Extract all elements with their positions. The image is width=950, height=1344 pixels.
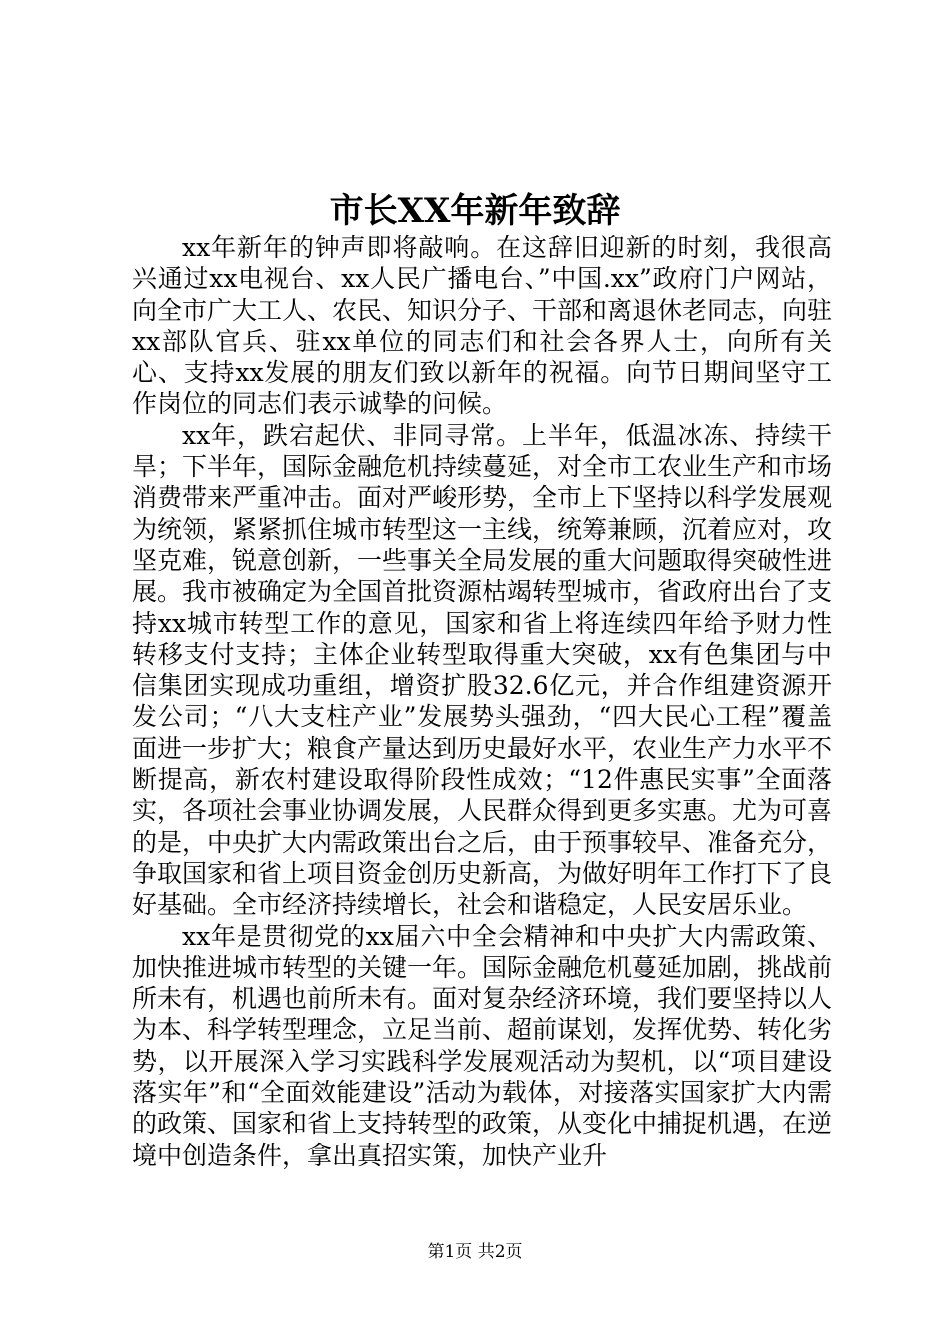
document-body [132, 232, 832, 1171]
paragraph-3: xx年是贯彻党的xx届六中全会精神和中央扩大内需政策、加快推进城市转型的关键一年。国际金融危机蔓延加剧，挑战前所未有，机遇也前所未有。面对复杂经济环境，我们要坚持以人为本、科学转型理念，立足当前、超前谋划，发挥优势、转化劣势，以开展深入学习实践科学发展观活动为契机，以“项目建设落实年”和“全面效能建设”活动为载体，对接落实国家扩大内需的政策、国家和省上支持转型的政策，从变化中捕捉机遇，在逆境中创造条件，拿出真招实策，加快产业升 [132, 921, 833, 1170]
paragraph-2: xx年，跌宕起伏、非同寻常。上半年，低温冰冻、持续干旱；下半年，国际金融危机持续蔓延，对全市工农业生产和市场消费带来严重冲击。面对严峻形势，全市上下坚持以科学发展观为统领，紧紧抓住城市转型这一主线，统筹兼顾，沉着应对，攻坚克难，锐意创新，一些事关全局发展的重大问题取得突破性进展。我市被确定为全国首批资源枯竭转型城市，省政府出台了支持xx城市转型工作的意见，国家和省上将连续四年给予财力性转移支付支持；主体企业转型取得重大突破，xx有色集团与中信集团实现成功重组，增资扩股32.6亿元，并合作组建资源开发公司；“八大支柱产业”发展势头强劲，“四大民心工程”覆盖面进一步扩大；粮食产量达到历史最好水平，农业生产力水平不断提高，新农村建设取得阶段性成效；“12件惠民实事”全面落实，各项社会事业协调发展，人民群众得到更多实惠。尤为可喜的是，中央扩大内需政策出台之后，由于预事较早、准备充分，争取国家和省上项目资金创历史新高，为做好明年工作打下了良好基础。全市经济持续增长，社会和谐稳定，人民安居乐业。 [132, 420, 833, 920]
page-footer: 第1页 共2页 [427, 1242, 523, 1262]
paragraph-1: xx年新年的钟声即将敲响。在这辞旧迎新的时刻，我很高兴通过xx电视台、xx人民广播电台、”中国.xx”政府门户网站，向全市广大工人、农民、知识分子、干部和离退休老同志，向驻xx部队官兵、驻xx单位的同志们和社会各界人士，向所有关心、支持xx发展的朋友们致以新年的祝福。向节日期间坚守工作岗位的同志们表示诚挚的问候。 [132, 233, 833, 419]
document-title: 市长XX年新年致辞 [329, 191, 621, 231]
